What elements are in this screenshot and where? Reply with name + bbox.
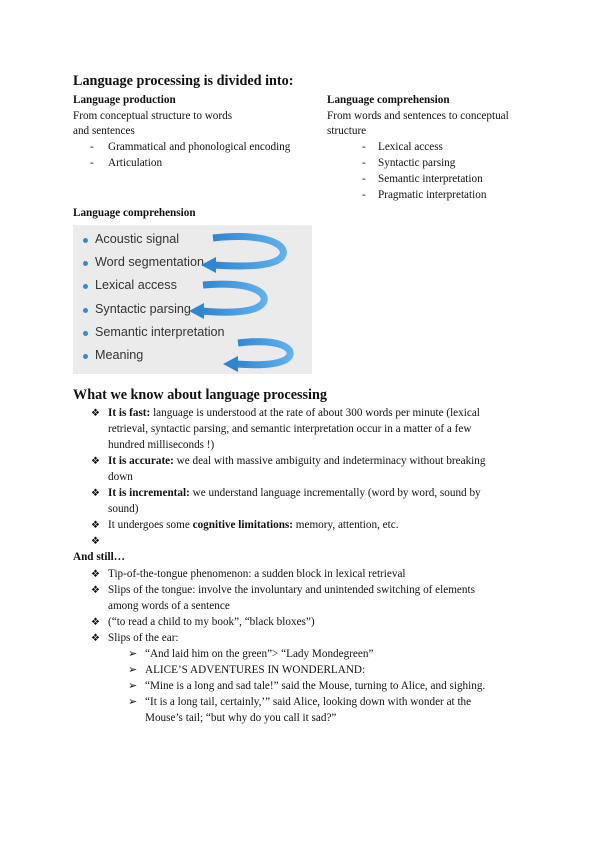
comprehension-item: Syntactic parsing (378, 157, 456, 169)
production-item: Grammatical and phonological encoding (108, 141, 291, 153)
page-title: Language processing is divided into: (73, 73, 294, 89)
dash-bullet: - (90, 141, 94, 153)
comprehension-desc-2: structure (327, 125, 367, 137)
bullet-fast: It is fast: language is understood at the rate of about 300 words per minute (lexical (108, 407, 480, 419)
dash-bullet: - (362, 157, 366, 169)
sub-bullet: ALICE’S ADVENTURES IN WONDERLAND: (145, 664, 366, 676)
diamond-bullet-icon: ❖ (91, 488, 100, 499)
arrow-head (201, 257, 216, 273)
arrow-bullet-icon: ➢ (128, 680, 138, 692)
comprehension-desc-1: From words and sentences to conceptual (327, 110, 509, 122)
bullet-incremental-line2: sound) (108, 503, 139, 515)
sub-bullet: “Mine is a long and sad tale!” said the Mouse, turning to Alice, and sighing. (145, 680, 486, 692)
production-desc-2: and sentences (73, 125, 135, 137)
dash-bullet: - (362, 189, 366, 201)
production-heading: Language production (73, 94, 176, 106)
diamond-bullet-icon: ❖ (91, 569, 100, 580)
diamond-bullet-icon: ❖ (91, 585, 100, 596)
section-heading-and-still: And still… (73, 551, 125, 563)
figure-heading: Language comprehension (73, 207, 196, 219)
arrow-head (223, 356, 238, 372)
comprehension-heading: Language comprehension (327, 94, 450, 106)
diamond-bullet-icon: ❖ (91, 633, 100, 644)
dash-bullet: - (362, 141, 366, 153)
bullet-slips-tongue-line2: among words of a sentence (108, 600, 230, 612)
sub-bullet: “And laid him on the green”> “Lady Mondegreen” (145, 648, 374, 660)
bullet-accurate: It is accurate: we deal with massive ambiguity and indeterminacy without breaking (108, 455, 486, 467)
production-item: Articulation (108, 157, 163, 169)
bullet-slips-ear: Slips of the ear: (108, 632, 179, 644)
bullet-fast-line3: hundred milliseconds !) (108, 439, 215, 451)
bullet-slips-tongue: Slips of the tongue: involve the involuntary and unintended switching of elements (108, 584, 475, 596)
arrow-head (189, 303, 204, 319)
production-desc-1: From conceptual structure to words (73, 110, 233, 122)
bullet-limitations: It undergoes some cognitive limitations: memory, attention, etc. (108, 519, 399, 531)
arrow-bullet-icon: ➢ (128, 696, 138, 708)
flow-arrow (235, 342, 290, 365)
flow-arrows (73, 225, 312, 374)
dash-bullet: - (362, 173, 366, 185)
bullet-examples: (“to read a child to my book”, “black bloxes”) (108, 616, 315, 628)
diamond-bullet-icon: ❖ (91, 408, 100, 419)
dash-bullet: - (90, 157, 94, 169)
sub-bullet: “It is a long tail, certainly,’” said Alice, looking down with wonder at the (145, 696, 472, 708)
bullet-accurate-line2: down (108, 471, 133, 483)
diamond-bullet-icon: ❖ (91, 536, 100, 547)
sub-bullet-line2: Mouse’s tail; “but why do you call it sad?” (145, 712, 337, 724)
comprehension-item: Lexical access (378, 141, 443, 153)
comprehension-diagram: Acoustic signal Word segmentation Lexical access Syntactic parsing Semantic interpretation Meaning (73, 225, 312, 374)
bullet-tip-of-tongue: Tip-of-the-tongue phenomenon: a sudden block in lexical retrieval (108, 568, 406, 580)
comprehension-item: Semantic interpretation (378, 173, 483, 185)
diamond-bullet-icon: ❖ (91, 456, 100, 467)
flow-arrow (201, 284, 264, 312)
arrow-bullet-icon: ➢ (128, 664, 138, 676)
arrow-bullet-icon: ➢ (128, 648, 138, 660)
diamond-bullet-icon: ❖ (91, 617, 100, 628)
bullet-fast-line2: retrieval, syntactic parsing, and semantic interpretation occur in a matter of a few (108, 423, 472, 435)
diamond-bullet-icon: ❖ (91, 520, 100, 531)
bullet-incremental: It is incremental: we understand language incrementally (word by word, sound by (108, 487, 481, 499)
flow-arrow (213, 237, 283, 266)
comprehension-item: Pragmatic interpretation (378, 189, 487, 201)
section-heading: What we know about language processing (73, 387, 327, 403)
